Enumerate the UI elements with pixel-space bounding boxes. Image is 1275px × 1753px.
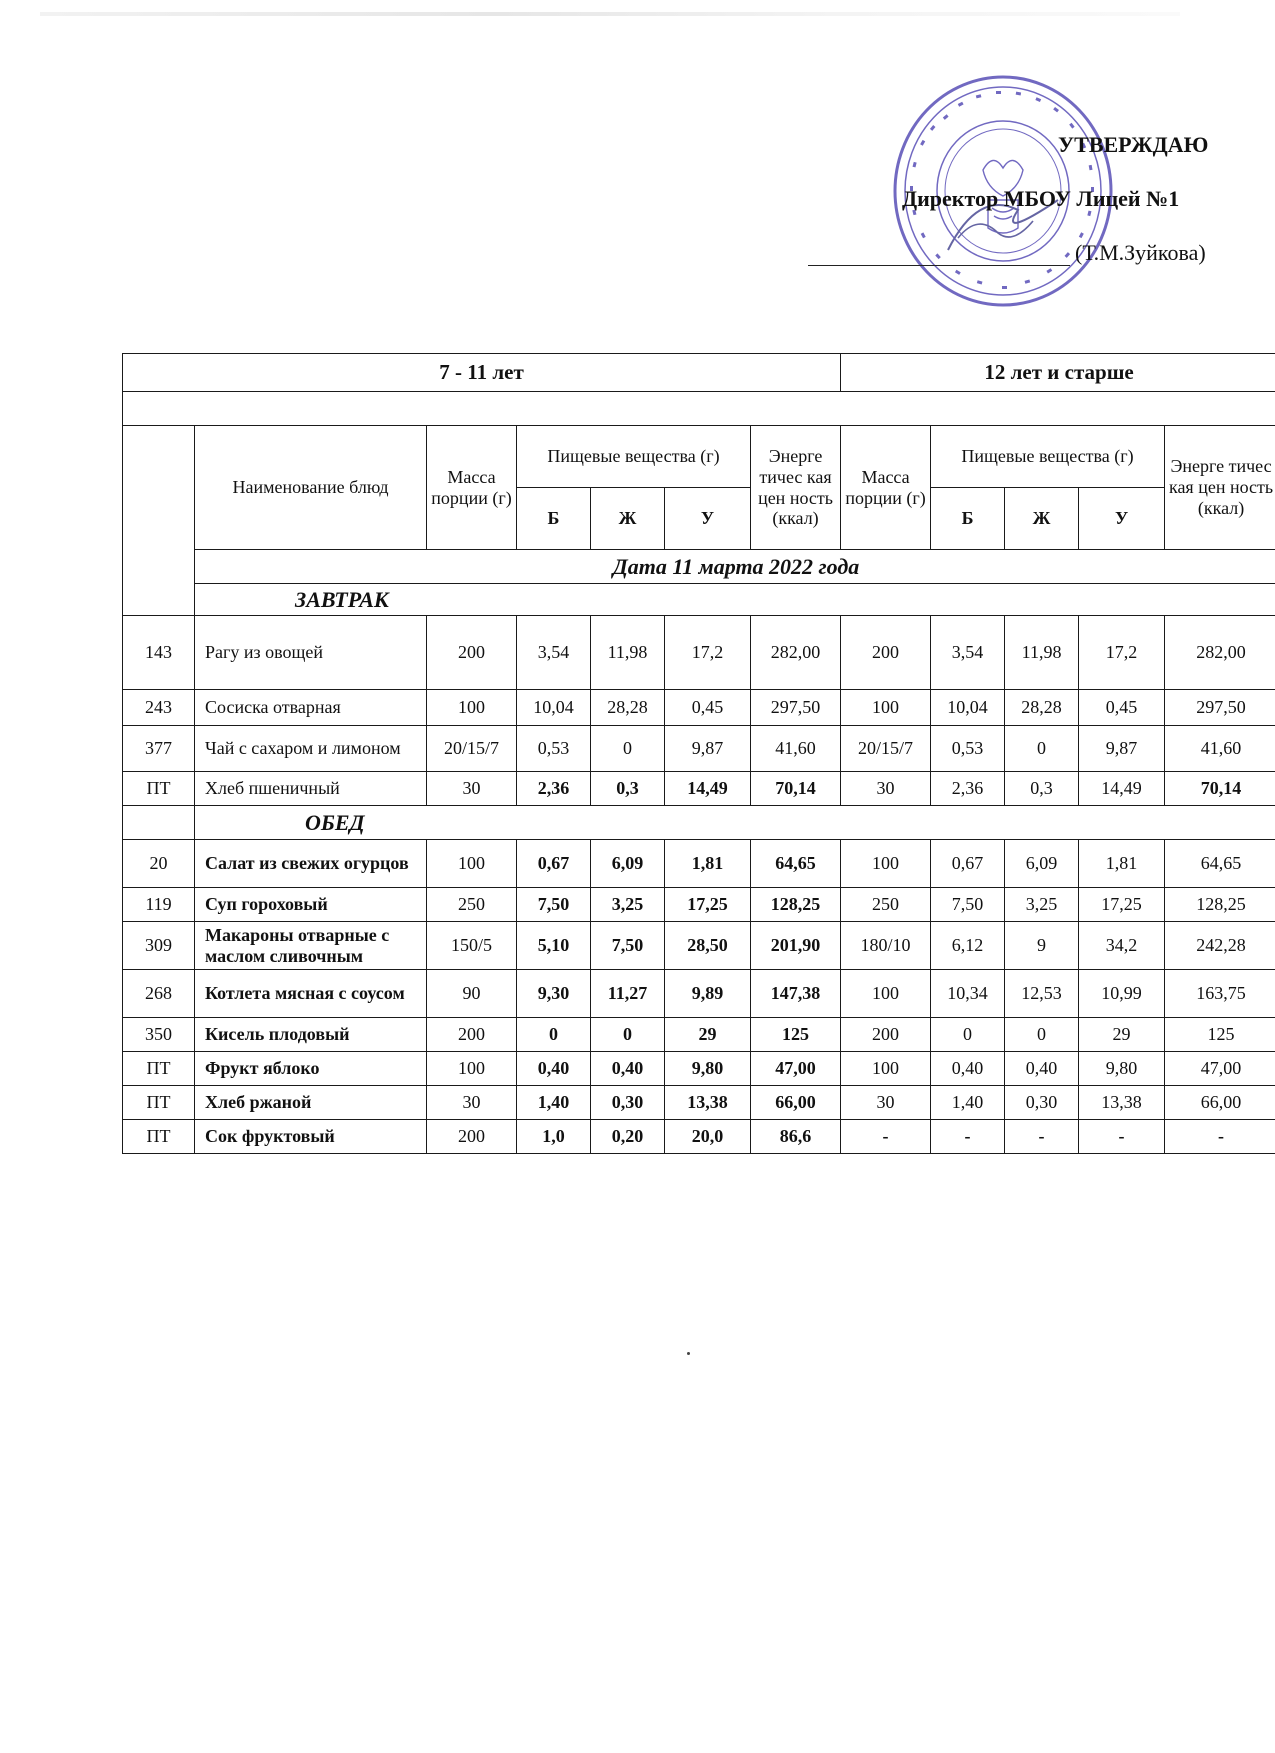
table-row	[123, 888, 1275, 922]
cell-value: 17,25	[1079, 888, 1165, 922]
age-group-7-11: 7 - 11 лет	[123, 354, 841, 392]
cell-value: 9,30	[517, 970, 591, 1018]
cell-value: 30	[841, 772, 931, 806]
cell-value: 0,53	[931, 726, 1005, 772]
dish-name: Хлеб пшеничный	[195, 772, 427, 806]
dish-name: Кисель плодовый	[195, 1018, 427, 1052]
cell-value: 297,50	[751, 690, 841, 726]
cell-value: 0	[517, 1018, 591, 1052]
cell-value: 9,87	[1079, 726, 1165, 772]
dish-name: Хлеб ржаной	[195, 1086, 427, 1120]
cell-value: 10,04	[517, 690, 591, 726]
dish-name: Сосиска отварная	[195, 690, 427, 726]
cell-value: 125	[751, 1018, 841, 1052]
cell-value: 10,04	[931, 690, 1005, 726]
cell-value: 100	[841, 690, 931, 726]
cell-value: 7,50	[517, 888, 591, 922]
table-row	[123, 726, 1275, 772]
dish-code: ПТ	[123, 1120, 195, 1154]
cell-value: 100	[427, 840, 517, 888]
cell-value: 0,67	[517, 840, 591, 888]
cell-value: 20/15/7	[427, 726, 517, 772]
cell-value: 29	[1079, 1018, 1165, 1052]
section-row	[123, 584, 1275, 616]
dish-code: 243	[123, 690, 195, 726]
table-row	[123, 1086, 1275, 1120]
dish-code: 350	[123, 1018, 195, 1052]
cell-value: 10,34	[931, 970, 1005, 1018]
cell-value: 282,00	[1165, 616, 1275, 690]
dish-name: Салат из свежих огурцов	[195, 840, 427, 888]
cell-value: 30	[427, 772, 517, 806]
cell-value: 17,2	[1079, 616, 1165, 690]
approval-position: Директор МБОУ Лицей №1	[902, 186, 1180, 211]
cell-value: 3,54	[517, 616, 591, 690]
mass-header-a: Масса порции (г)	[427, 426, 517, 550]
age-group-row	[123, 354, 1275, 392]
cell-value: 297,50	[1165, 690, 1275, 726]
cell-value: 11,98	[1005, 616, 1079, 690]
cell-value: 200	[427, 1120, 517, 1154]
cell-value: 64,65	[751, 840, 841, 888]
cell-value: 0,30	[1005, 1086, 1079, 1120]
protein-header-a: Б	[517, 488, 591, 550]
menu-table	[122, 353, 1275, 1154]
header-row	[123, 426, 1275, 488]
cell-value: 200	[427, 1018, 517, 1052]
cell-value: 70,14	[1165, 772, 1275, 806]
cell-value: 14,49	[665, 772, 751, 806]
protein-header-b: Б	[931, 488, 1005, 550]
nutrients-header-b: Пищевые вещества (г)	[931, 426, 1165, 488]
cell-value: 242,28	[1165, 922, 1275, 970]
cell-value: 150/5	[427, 922, 517, 970]
energy-header-a: Энерге тичес кая цен ность (ккал)	[751, 426, 841, 550]
signature-line	[808, 265, 1070, 266]
cell-value: 47,00	[751, 1052, 841, 1086]
cell-value: 66,00	[1165, 1086, 1275, 1120]
cell-value: 6,12	[931, 922, 1005, 970]
cell-value: 0,40	[931, 1052, 1005, 1086]
cell-value: -	[1005, 1120, 1079, 1154]
cell-value: 12,53	[1005, 970, 1079, 1018]
cell-value: 0,40	[591, 1052, 665, 1086]
cell-value: 9,80	[665, 1052, 751, 1086]
cell-value: 180/10	[841, 922, 931, 970]
cell-value: 282,00	[751, 616, 841, 690]
dish-name: Котлета мясная с соусом	[195, 970, 427, 1018]
cell-value: 1,0	[517, 1120, 591, 1154]
table-row	[123, 1120, 1275, 1154]
cell-value: 0	[1005, 1018, 1079, 1052]
cell-value: 3,54	[931, 616, 1005, 690]
cell-value: 128,25	[751, 888, 841, 922]
cell-value: 200	[841, 616, 931, 690]
cell-value: -	[841, 1120, 931, 1154]
cell-value: 9	[1005, 922, 1079, 970]
cell-value: 0	[591, 726, 665, 772]
cell-value: 200	[427, 616, 517, 690]
cell-value: 47,00	[1165, 1052, 1275, 1086]
cell-value: 6,09	[591, 840, 665, 888]
cell-value: 147,38	[751, 970, 841, 1018]
dish-name: Макароны отварные с маслом сливочным	[195, 922, 427, 970]
cell-value: 13,38	[665, 1086, 751, 1120]
cell-value: -	[1079, 1120, 1165, 1154]
cell-value: 6,09	[1005, 840, 1079, 888]
cell-value: 70,14	[751, 772, 841, 806]
dish-code: ПТ	[123, 1052, 195, 1086]
cell-value: 100	[427, 1052, 517, 1086]
cell-value: 17,2	[665, 616, 751, 690]
table-row	[123, 1052, 1275, 1086]
section-title-lunch: ОБЕД	[195, 806, 1275, 840]
cell-value: 7,50	[591, 922, 665, 970]
dish-code: 20	[123, 840, 195, 888]
dish-code: 309	[123, 922, 195, 970]
table-row	[123, 922, 1275, 970]
approval-name: (Т.М.Зуйкова)	[1075, 240, 1206, 265]
cell-value: 14,49	[1079, 772, 1165, 806]
dish-name: Фрукт яблоко	[195, 1052, 427, 1086]
cell-value: 250	[841, 888, 931, 922]
mass-header-b: Масса порции (г)	[841, 426, 931, 550]
cell-value: 1,40	[931, 1086, 1005, 1120]
dish-code: ПТ	[123, 772, 195, 806]
dish-code: 143	[123, 616, 195, 690]
cell-value: 30	[427, 1086, 517, 1120]
cell-value: -	[931, 1120, 1005, 1154]
cell-value: 128,25	[1165, 888, 1275, 922]
cell-value: 3,25	[1005, 888, 1079, 922]
dish-name: Суп гороховый	[195, 888, 427, 922]
cell-value: 100	[841, 970, 931, 1018]
cell-value: 0,40	[1005, 1052, 1079, 1086]
cell-value: 11,27	[591, 970, 665, 1018]
cell-value: 86,6	[751, 1120, 841, 1154]
dish-code: ПТ	[123, 1086, 195, 1120]
cell-value: 9,80	[1079, 1052, 1165, 1086]
section-title-breakfast: ЗАВТРАК	[195, 584, 1275, 616]
cell-value: 5,10	[517, 922, 591, 970]
approval-title: УТВЕРЖДАЮ	[1058, 132, 1209, 157]
cell-value: 0	[1005, 726, 1079, 772]
cell-value: 64,65	[1165, 840, 1275, 888]
age-group-12-plus: 12 лет и старше	[841, 354, 1275, 392]
cell-value: 125	[1165, 1018, 1275, 1052]
cell-value: 200	[841, 1018, 931, 1052]
cell-value: 28,50	[665, 922, 751, 970]
cell-value: 66,00	[751, 1086, 841, 1120]
cell-value: 0,53	[517, 726, 591, 772]
code-header	[123, 426, 195, 616]
cell-value: 1,81	[665, 840, 751, 888]
table-row	[123, 840, 1275, 888]
table-row	[123, 690, 1275, 726]
cell-value: 100	[427, 690, 517, 726]
cell-value: 0	[591, 1018, 665, 1052]
spacer-row	[123, 392, 1275, 426]
dish-name: Рагу из овощей	[195, 616, 427, 690]
carbs-header-b: У	[1079, 488, 1165, 550]
fat-header-a: Ж	[591, 488, 665, 550]
table-row	[123, 970, 1275, 1018]
cell-value: 0,3	[591, 772, 665, 806]
cell-value: 0,45	[1079, 690, 1165, 726]
cell-value: 3,25	[591, 888, 665, 922]
cell-value: 201,90	[751, 922, 841, 970]
cell-value: 13,38	[1079, 1086, 1165, 1120]
menu-table-body	[123, 354, 1275, 1154]
date-row	[123, 550, 1275, 584]
scan-speck	[687, 1352, 690, 1355]
cell-value: 30	[841, 1086, 931, 1120]
cell-value: 1,81	[1079, 840, 1165, 888]
cell-value: 163,75	[1165, 970, 1275, 1018]
cell-value: 0,45	[665, 690, 751, 726]
approval-block	[0, 0, 1275, 300]
nutrients-header-a: Пищевые вещества (г)	[517, 426, 751, 488]
cell-value: 41,60	[1165, 726, 1275, 772]
cell-value: 20/15/7	[841, 726, 931, 772]
cell-value: 2,36	[931, 772, 1005, 806]
dish-code: 377	[123, 726, 195, 772]
cell-value: 2,36	[517, 772, 591, 806]
cell-value: 100	[841, 1052, 931, 1086]
dish-name: Чай с сахаром и лимоном	[195, 726, 427, 772]
cell-value: 29	[665, 1018, 751, 1052]
cell-value: 1,40	[517, 1086, 591, 1120]
table-row	[123, 1018, 1275, 1052]
cell-value: 41,60	[751, 726, 841, 772]
cell-value: 0	[931, 1018, 1005, 1052]
table-row	[123, 772, 1275, 806]
cell-value: 100	[841, 840, 931, 888]
table-row	[123, 616, 1275, 690]
cell-value: 17,25	[665, 888, 751, 922]
cell-value: 9,89	[665, 970, 751, 1018]
cell-value: 28,28	[591, 690, 665, 726]
cell-value: 0,3	[1005, 772, 1079, 806]
dish-code: 119	[123, 888, 195, 922]
carbs-header-a: У	[665, 488, 751, 550]
cell-value: 0,20	[591, 1120, 665, 1154]
cell-value: 0,67	[931, 840, 1005, 888]
menu-date: Дата 11 марта 2022 года	[195, 550, 1275, 584]
cell-value: 250	[427, 888, 517, 922]
cell-value: 9,87	[665, 726, 751, 772]
fat-header-b: Ж	[1005, 488, 1079, 550]
cell-value: 28,28	[1005, 690, 1079, 726]
cell-value: 7,50	[931, 888, 1005, 922]
dish-name-header: Наименование блюд	[195, 426, 427, 550]
cell-value: 90	[427, 970, 517, 1018]
dish-name: Сок фруктовый	[195, 1120, 427, 1154]
cell-value: 34,2	[1079, 922, 1165, 970]
cell-value: 20,0	[665, 1120, 751, 1154]
cell-value: 0,30	[591, 1086, 665, 1120]
cell-value: -	[1165, 1120, 1275, 1154]
dish-code: 268	[123, 970, 195, 1018]
cell-value: 0,40	[517, 1052, 591, 1086]
energy-header-b: Энерге тичес кая цен ность (ккал)	[1165, 426, 1275, 550]
section-row	[123, 806, 1275, 840]
cell-value: 11,98	[591, 616, 665, 690]
cell-value: 10,99	[1079, 970, 1165, 1018]
